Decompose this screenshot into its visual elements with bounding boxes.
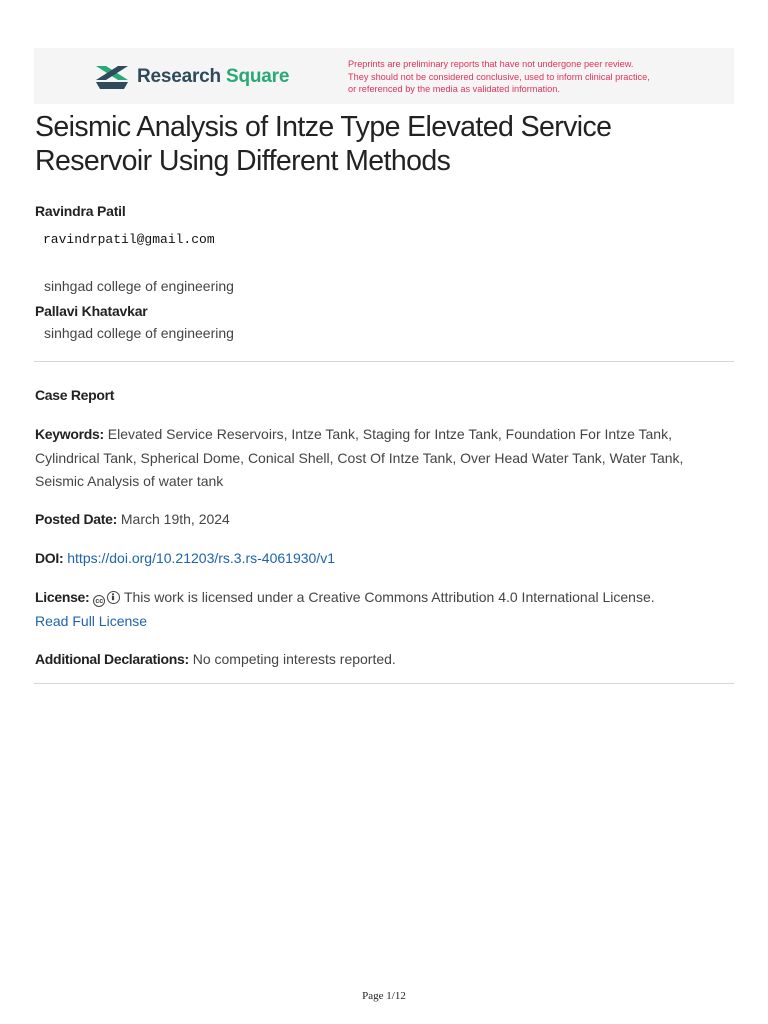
divider bbox=[34, 361, 734, 362]
doi-link[interactable]: https://doi.org/10.21203/rs.3.rs-4061930/v1 bbox=[67, 550, 335, 566]
posted-date bbox=[35, 508, 725, 532]
declarations-label: Additional Declarations: bbox=[35, 651, 189, 667]
doi-label: DOI: bbox=[35, 550, 64, 566]
license-text: This work is licensed under a Creative Commons Attribution 4.0 International License. bbox=[123, 589, 655, 605]
keywords bbox=[35, 423, 725, 494]
page-number: Page 1/12 bbox=[362, 990, 406, 1002]
posted-date-label: Posted Date: bbox=[35, 511, 117, 527]
posted-date-value: March 19th, 2024 bbox=[120, 511, 230, 527]
divider bbox=[34, 683, 734, 684]
logo-wordmark: Research Square bbox=[137, 66, 290, 87]
attribution-icon bbox=[107, 591, 120, 604]
additional-declarations bbox=[35, 648, 725, 672]
keywords-value: Elevated Service Reservoirs, Intze Tank, Staging for Intze Tank, Foundation For Intze Tank, Cylindrical Tank, Spherical Dome, Conical Shell, Cost Of Intze Tank, Over Head Water Tank, Water Tank, Seismic Analysis of water tank bbox=[35, 426, 684, 489]
license bbox=[35, 586, 725, 633]
creative-commons-icon: cc bbox=[93, 595, 105, 607]
doi bbox=[35, 547, 725, 571]
author-affiliation: sinhgad college of engineering bbox=[44, 278, 234, 294]
paper-title: Seismic Analysis of Intze Type Elevated Service Reservoir Using Different Methods bbox=[35, 111, 612, 177]
research-square-logo-icon bbox=[94, 62, 130, 92]
preprint-disclaimer: Preprints are preliminary reports that have not undergone peer review. They should not be considered conclusive, used to inform clinical practice, or referenced by the media as validated information. bbox=[348, 59, 650, 95]
article-type: Case Report bbox=[35, 387, 115, 403]
research-square-logo[interactable] bbox=[94, 62, 289, 92]
preprint-banner bbox=[34, 48, 734, 104]
declarations-value: No competing interests reported. bbox=[192, 651, 396, 667]
keywords-label: Keywords: bbox=[35, 426, 104, 442]
author-name: Pallavi Khatavkar bbox=[35, 303, 148, 319]
author-email[interactable]: ravindrpatil@gmail.com bbox=[43, 232, 215, 247]
license-label: License: bbox=[35, 589, 90, 605]
read-full-license-link[interactable]: Read Full License bbox=[35, 612, 148, 629]
author-affiliation: sinhgad college of engineering bbox=[44, 325, 234, 341]
author-name: Ravindra Patil bbox=[35, 203, 126, 219]
